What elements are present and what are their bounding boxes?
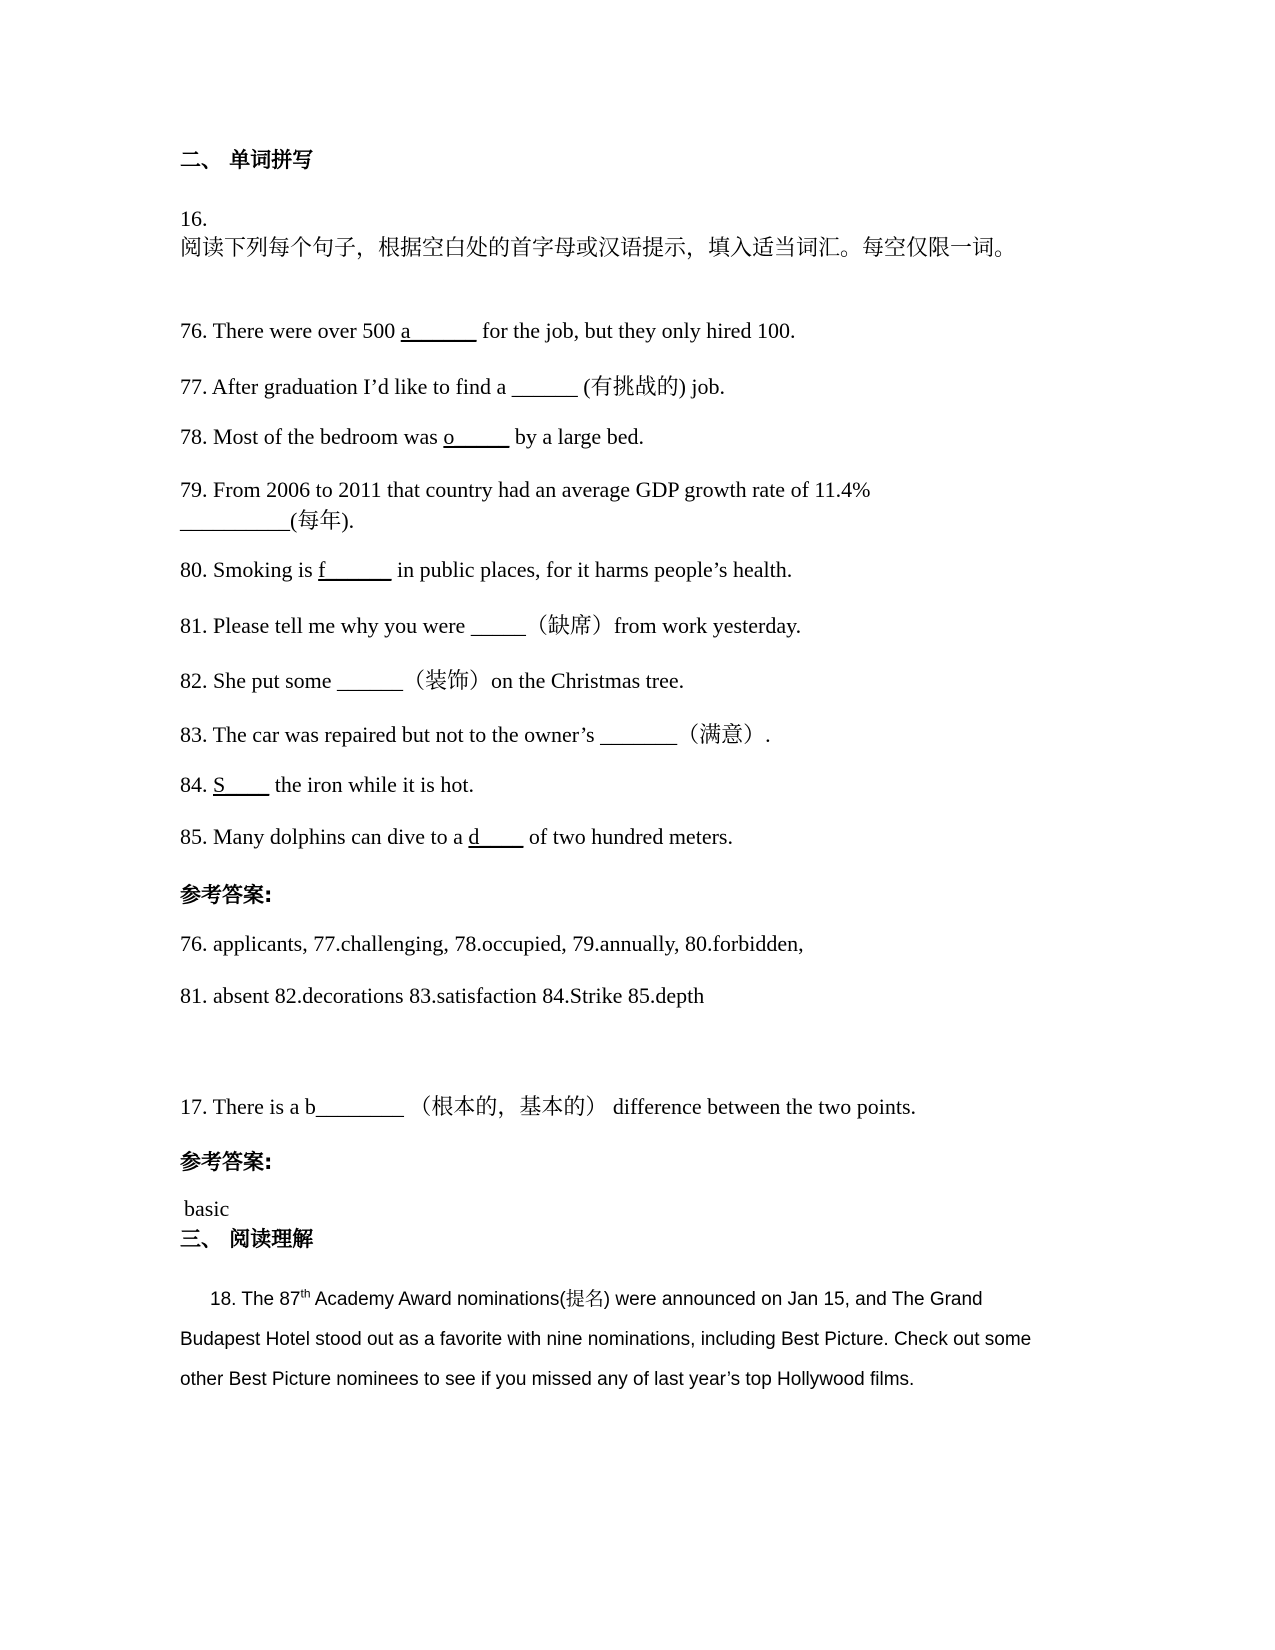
answer-label: 参考答案: xyxy=(180,1150,273,1174)
item-text: 84. xyxy=(180,772,213,797)
answer-line: 76. applicants, 77.challenging, 78.occupied, 79.annually, 80.forbidden, xyxy=(180,931,804,956)
exercise-item-78 xyxy=(180,424,644,450)
exercise-item-79: 79. From 2006 to 2011 that country had an average GDP growth rate of 11.4% __________(每年). xyxy=(180,477,871,533)
item-blank: f______ xyxy=(318,557,392,582)
exercise-item-81: 81. Please tell me why you were _____（缺席）from work yesterday. xyxy=(180,613,802,638)
section-heading-word-spelling: 二、 单词拼写 xyxy=(180,148,314,172)
exercise-item-82: 82. She put some ______（装饰）on the Christmas tree. xyxy=(180,668,685,693)
item-text: 76. There were over 500 xyxy=(180,318,401,343)
item-text: 80. Smoking is xyxy=(180,557,319,582)
item-text: for the job, but they only hired 100. xyxy=(476,318,796,343)
reading-passage xyxy=(180,1280,1060,1400)
passage-text: Academy Award nominations(提名) were announced on Jan 15, and The Grand Budapest Hotel stood out as a favorite with nine nominations, including Best Picture. Check out some other Best Picture nominees to see if you missed any of last year’s top Hollywood films. xyxy=(180,1289,1032,1390)
item-text: by a large bed. xyxy=(509,424,644,449)
answer-line: 81. absent 82.decorations 83.satisfaction 84.Strike 85.depth xyxy=(180,983,705,1008)
item-text: 85. Many dolphins can dive to a xyxy=(180,824,469,849)
item-blank: S____ xyxy=(213,772,270,797)
answer-text: basic xyxy=(184,1196,230,1221)
question-instruction: 阅读下列每个句子，根据空白处的首字母或汉语提示，填入适当词汇。每空仅限一词。 xyxy=(180,235,1017,260)
item-blank: d____ xyxy=(468,824,524,849)
answer-label: 参考答案: xyxy=(180,883,273,907)
section-heading-reading: 三、 阅读理解 xyxy=(180,1227,314,1251)
question-number: 16. xyxy=(180,206,208,231)
item-text: of two hundred meters. xyxy=(523,824,733,849)
item-text: in public places, for it harms people’s health. xyxy=(391,557,793,582)
item-text: 78. Most of the bedroom was xyxy=(180,424,444,449)
item-text: the iron while it is hot. xyxy=(269,772,474,797)
passage-text: 18. The 87 xyxy=(210,1289,301,1310)
question-17: 17. There is a b________ （根本的，基本的） difference between the two points. xyxy=(180,1094,917,1119)
item-blank: a______ xyxy=(400,318,477,343)
exercise-item-85 xyxy=(180,824,733,850)
exercise-item-83: 83. The car was repaired but not to the owner’s _______（满意）. xyxy=(180,722,771,747)
exercise-item-84 xyxy=(180,772,474,798)
exercise-item-80 xyxy=(180,557,792,583)
exercise-item-76 xyxy=(180,318,795,344)
exercise-item-77: 77. After graduation I’d like to find a ______ (有挑战的) job. xyxy=(180,374,726,399)
superscript: th xyxy=(300,1286,311,1301)
item-blank: o_____ xyxy=(443,424,510,449)
